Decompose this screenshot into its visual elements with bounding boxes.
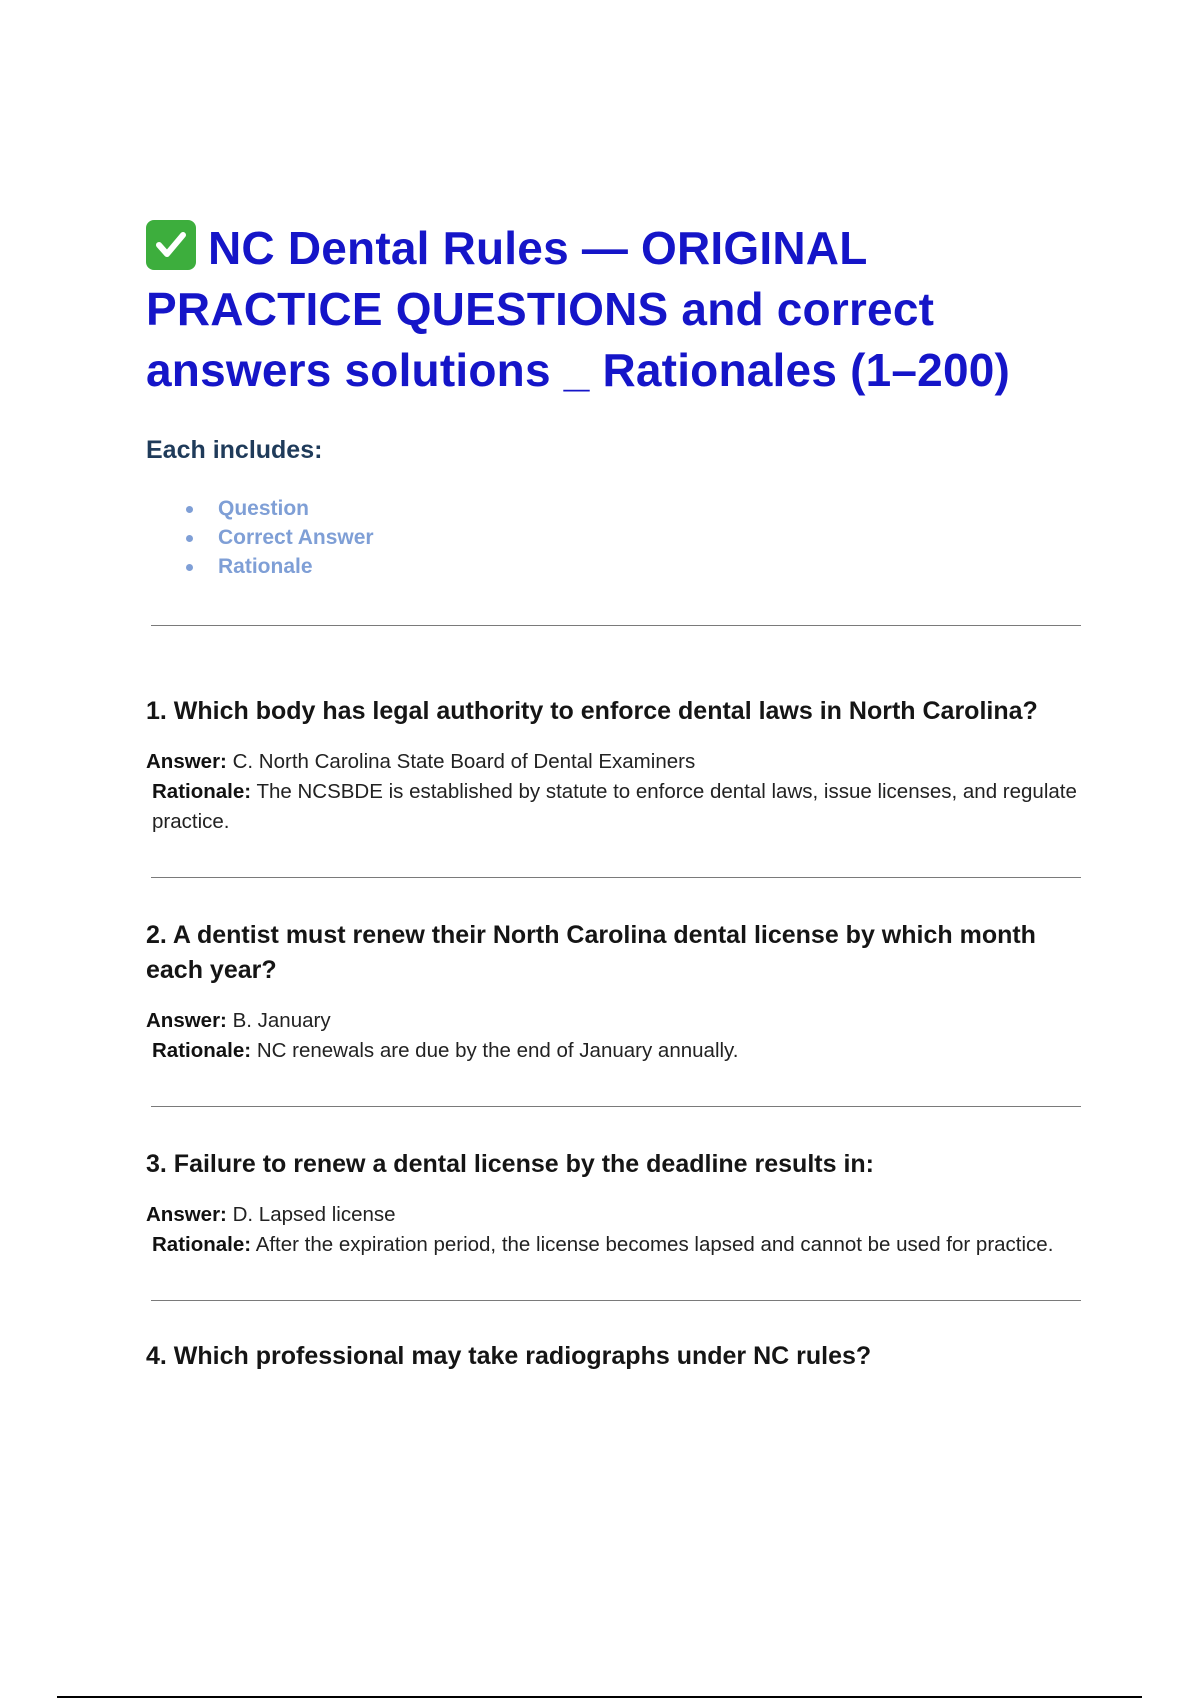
check-mark-button-icon	[146, 220, 196, 270]
rationale-text: NC renewals are due by the end of January annually.	[256, 1039, 739, 1062]
rationale-label: Rationale:	[152, 1039, 252, 1062]
document-title-text: NC Dental Rules — ORIGINAL PRACTICE QUESTIONS and correct answers solutions _ Rationales (1–200)	[146, 222, 1011, 396]
bullet-icon	[186, 506, 193, 513]
rationale-line	[146, 1230, 1086, 1260]
answer-label: Answer:	[146, 750, 227, 773]
answer-line	[146, 1006, 1086, 1036]
question-block-3	[146, 1147, 1086, 1260]
question-block-4	[146, 1339, 1086, 1374]
includes-list	[146, 494, 1086, 581]
includes-item-label: Correct Answer	[218, 526, 374, 549]
section-divider	[151, 1300, 1081, 1301]
section-divider	[151, 625, 1081, 626]
document-content	[146, 218, 1086, 1374]
includes-item-label: Rationale	[218, 555, 313, 578]
answer-line	[146, 747, 1086, 777]
rationale-line	[146, 1036, 1086, 1066]
question-text: 4. Which professional may take radiographs under NC rules?	[146, 1342, 872, 1370]
answer-label: Answer:	[146, 1009, 227, 1032]
question-text: 2. A dentist must renew their North Carolina dental license by which month each year?	[146, 921, 1036, 984]
section-divider	[151, 1106, 1081, 1107]
includes-heading: Each includes:	[146, 436, 323, 464]
question-block-2	[146, 918, 1086, 1066]
section-divider	[151, 877, 1081, 878]
answer-text: D. Lapsed license	[232, 1203, 396, 1226]
rationale-text: After the expiration period, the license becomes lapsed and cannot be used for practice.	[255, 1233, 1054, 1256]
question-text: 3. Failure to renew a dental license by the deadline results in:	[146, 1150, 874, 1178]
rationale-label: Rationale:	[152, 1233, 252, 1256]
includes-item-rationale	[182, 552, 1086, 581]
includes-item-question	[182, 494, 1086, 523]
question-block-1	[146, 694, 1086, 837]
includes-item-label: Question	[218, 497, 310, 520]
bullet-icon	[186, 535, 193, 542]
bullet-icon	[186, 564, 193, 571]
rationale-label: Rationale:	[152, 780, 252, 803]
rationale-text: The NCSBDE is established by statute to enforce dental laws, issue licenses, and regulate practice.	[152, 780, 1077, 833]
includes-item-correct-answer	[182, 523, 1086, 552]
answer-label: Answer:	[146, 1203, 227, 1226]
answer-text: B. January	[232, 1009, 331, 1032]
rationale-line	[146, 777, 1086, 837]
answer-line	[146, 1200, 1086, 1230]
question-text: 1. Which body has legal authority to enforce dental laws in North Carolina?	[146, 697, 1038, 725]
document-title	[146, 218, 1086, 401]
page-bottom-rule	[57, 1696, 1142, 1698]
answer-text: C. North Carolina State Board of Dental Examiners	[232, 750, 696, 773]
